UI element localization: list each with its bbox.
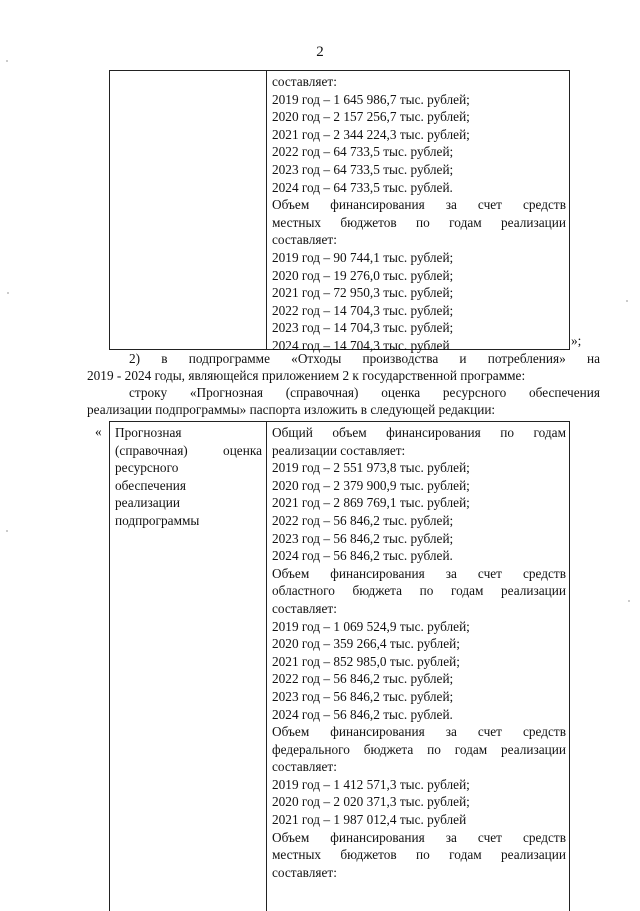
text-line: местных бюджетов по годам реализации [272, 214, 566, 230]
text-line: 2022 год – 14 704,3 тыс. рублей; [272, 302, 454, 318]
text-line: 2020 год – 2 020 371,3 тыс. рублей; [272, 794, 470, 810]
paragraph-line: строку «Прогнозная (справочная) оценка ресурсного обеспечения [129, 385, 600, 400]
paragraph-line: реализации подпрограммы» паспорта изложить в следующей редакции: [87, 402, 496, 417]
table-2-right-cell [272, 424, 566, 881]
text-line: 2024 год – 64 733,5 тыс. рублей. [272, 179, 453, 195]
text-line: Объем финансирования за счет средств [272, 829, 566, 845]
scan-speck [7, 292, 9, 294]
table-2-column-divider [266, 421, 267, 911]
text-line: 2019 год – 1 412 571,3 тыс. рублей; [272, 776, 470, 792]
table-2-open-quote: « [95, 424, 102, 439]
text-line: 2019 год – 2 551 973,8 тыс. рублей; [272, 460, 470, 476]
scan-speck [628, 600, 630, 602]
text-line: Объем финансирования за счет средств [272, 724, 566, 740]
text-line: 2020 год – 19 276,0 тыс. рублей; [272, 267, 454, 283]
text-line: 2021 год – 852 985,0 тыс. рублей; [272, 653, 460, 669]
text-line: 2019 год – 90 744,1 тыс. рублей; [272, 249, 454, 265]
text-line: 2024 год – 56 846,2 тыс. рублей. [272, 548, 453, 564]
text-line: 2021 год – 72 950,3 тыс. рублей; [272, 285, 454, 301]
scan-speck [6, 60, 8, 62]
text-line: федерального бюджета по годам реализации [272, 741, 566, 757]
text-line: 2022 год – 64 733,5 тыс. рублей; [272, 144, 454, 160]
text-line: местных бюджетов по годам реализации [272, 847, 566, 863]
text-line: 2022 год – 56 846,2 тыс. рублей; [272, 671, 454, 687]
text-line: (справочная) оценка [115, 442, 262, 458]
text-line: 2020 год – 359 266,4 тыс. рублей; [272, 636, 460, 652]
table-2-left-cell [115, 424, 262, 530]
text-line: Объем финансирования за счет средств [272, 565, 566, 581]
text-line: 2023 год – 56 846,2 тыс. рублей; [272, 530, 454, 546]
text-line: составляет: [272, 74, 337, 89]
text-line: 2024 год – 14 704,3 тыс. рублей [272, 337, 450, 353]
text-line: реализации [115, 495, 180, 511]
text-line: обеспечения [115, 477, 186, 493]
scan-speck [6, 530, 8, 532]
text-line: Объем финансирования за счет средств [272, 197, 566, 213]
text-line: составляет: [272, 759, 337, 775]
text-line: 2021 год – 2 344 224,3 тыс. рублей; [272, 126, 470, 142]
text-line: 2023 год – 56 846,2 тыс. рублей; [272, 688, 454, 704]
text-line: 2024 год – 56 846,2 тыс. рублей. [272, 706, 453, 722]
paragraph-line: 2019 - 2024 годы, являющейся приложением 2 к государственной программе: [87, 368, 526, 383]
text-line: 2019 год – 1 645 986,7 тыс. рублей; [272, 91, 470, 107]
text-line: составляет: [272, 864, 337, 880]
text-line: ресурсного [115, 460, 179, 476]
page-number: 2 [316, 44, 324, 60]
text-line: 2022 год – 56 846,2 тыс. рублей; [272, 512, 454, 528]
text-line: составляет: [272, 232, 337, 248]
text-line: реализации составляет: [272, 442, 406, 458]
text-line: подпрограммы [115, 512, 200, 528]
table-1-right-cell [272, 73, 566, 355]
text-line: областного бюджета по годам реализации [272, 583, 566, 599]
paragraph-line: 2) в подпрограмме «Отходы производства и потребления» на [129, 351, 600, 366]
text-line: 2023 год – 64 733,5 тыс. рублей; [272, 161, 454, 177]
text-line: 2019 год – 1 069 524,9 тыс. рублей; [272, 618, 470, 634]
text-line: 2020 год – 2 157 256,7 тыс. рублей; [272, 109, 470, 125]
text-line: 2023 год – 14 704,3 тыс. рублей; [272, 320, 454, 336]
text-line: Прогнозная [115, 425, 182, 440]
table-1-column-divider [266, 70, 267, 350]
scan-speck [626, 300, 628, 302]
text-line: 2021 год – 1 987 012,4 тыс. рублей [272, 812, 467, 828]
text-line: 2020 год – 2 379 900,9 тыс. рублей; [272, 477, 470, 493]
table-1-closing-mark: »; [571, 333, 582, 348]
text-line: 2021 год – 2 869 769,1 тыс. рублей; [272, 495, 470, 511]
text-line: Общий объем финансирования по годам [272, 425, 566, 440]
text-line: составляет: [272, 600, 337, 616]
